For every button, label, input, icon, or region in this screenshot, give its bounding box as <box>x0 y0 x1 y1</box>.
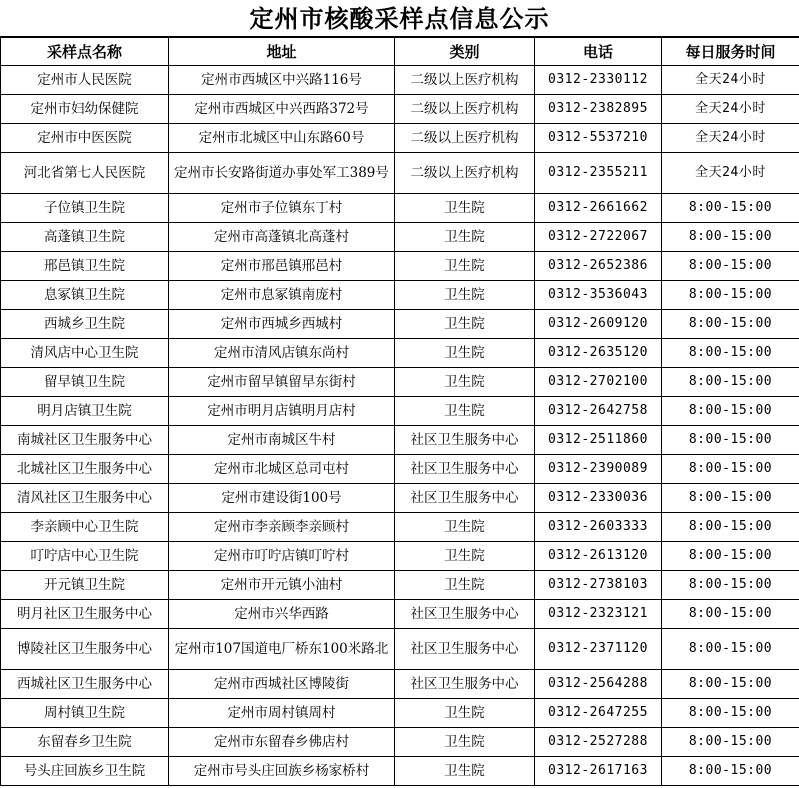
table-row <box>1 728 799 757</box>
table-row <box>1 542 799 571</box>
table-row <box>1 600 799 629</box>
cell-category[interactable]: 二级以上医疗机构 <box>395 124 535 153</box>
table-row <box>1 281 799 310</box>
cell-phone[interactable]: 0312-2738103 <box>535 571 662 600</box>
cell-address[interactable]: 定州市北城区总司屯村 <box>169 455 395 484</box>
cell-address[interactable]: 定州市李亲顾李亲顾村 <box>169 513 395 542</box>
cell-category[interactable]: 卫生院 <box>395 223 535 252</box>
table-row <box>1 484 799 513</box>
cell-address[interactable]: 定州市明月店镇明月店村 <box>169 397 395 426</box>
sampling-sites-table <box>0 37 799 786</box>
cell-hours[interactable]: 8:00-15:00 <box>662 223 799 252</box>
header-row <box>1 38 799 66</box>
cell-hours[interactable]: 8:00-15:00 <box>662 252 799 281</box>
table-row <box>1 513 799 542</box>
cell-phone[interactable]: 0312-2355211 <box>535 153 662 194</box>
cell-phone[interactable]: 0312-2330112 <box>535 66 662 95</box>
cell-address[interactable]: 定州市长安路街道办事处军工389号 <box>169 153 395 194</box>
cell-phone[interactable]: 0312-2371120 <box>535 629 662 670</box>
cell-address[interactable]: 定州市兴华西路 <box>169 600 395 629</box>
cell-site-name[interactable]: 西城社区卫生服务中心 <box>1 670 169 699</box>
table-row <box>1 153 799 194</box>
table-body <box>1 66 799 786</box>
cell-hours[interactable]: 8:00-15:00 <box>662 670 799 699</box>
cell-phone[interactable]: 0312-2564288 <box>535 670 662 699</box>
cell-site-name[interactable]: 定州市中医医院 <box>1 124 169 153</box>
cell-phone[interactable]: 0312-2652386 <box>535 252 662 281</box>
cell-address[interactable]: 定州市东留春乡佛店村 <box>169 728 395 757</box>
cell-address[interactable]: 定州市号头庄回族乡杨家桥村 <box>169 757 395 786</box>
cell-phone[interactable]: 0312-2642758 <box>535 397 662 426</box>
cell-address[interactable]: 定州市西城社区博陵街 <box>169 670 395 699</box>
cell-site-name[interactable]: 西城乡卫生院 <box>1 310 169 339</box>
table-row <box>1 455 799 484</box>
cell-category[interactable]: 卫生院 <box>395 368 535 397</box>
cell-phone[interactable]: 0312-2382895 <box>535 95 662 124</box>
cell-hours[interactable]: 8:00-15:00 <box>662 426 799 455</box>
cell-site-name[interactable]: 清风社区卫生服务中心 <box>1 484 169 513</box>
table-row <box>1 699 799 728</box>
cell-category[interactable]: 卫生院 <box>395 310 535 339</box>
cell-site-name[interactable]: 周村镇卫生院 <box>1 699 169 728</box>
cell-hours[interactable]: 8:00-15:00 <box>662 542 799 571</box>
cell-site-name[interactable]: 定州市人民医院 <box>1 66 169 95</box>
table-row <box>1 339 799 368</box>
cell-phone[interactable]: 0312-2330036 <box>535 484 662 513</box>
table-row <box>1 629 799 670</box>
cell-site-name[interactable]: 李亲顾中心卫生院 <box>1 513 169 542</box>
cell-site-name[interactable]: 博陵社区卫生服务中心 <box>1 629 169 670</box>
table-row <box>1 757 799 786</box>
cell-category[interactable]: 二级以上医疗机构 <box>395 66 535 95</box>
cell-category[interactable]: 社区卫生服务中心 <box>395 455 535 484</box>
cell-phone[interactable]: 0312-2527288 <box>535 728 662 757</box>
cell-hours[interactable]: 8:00-15:00 <box>662 513 799 542</box>
cell-address[interactable]: 定州市周村镇周村 <box>169 699 395 728</box>
cell-category[interactable]: 卫生院 <box>395 252 535 281</box>
table-row <box>1 252 799 281</box>
header-phone[interactable]: 电话 <box>535 38 662 66</box>
cell-phone[interactable]: 0312-3536043 <box>535 281 662 310</box>
cell-category[interactable]: 社区卫生服务中心 <box>395 629 535 670</box>
cell-phone[interactable]: 0312-2609120 <box>535 310 662 339</box>
cell-address[interactable]: 定州市子位镇东丁村 <box>169 194 395 223</box>
cell-site-name[interactable]: 南城社区卫生服务中心 <box>1 426 169 455</box>
cell-address[interactable]: 定州市叮咛店镇叮咛村 <box>169 542 395 571</box>
cell-category[interactable]: 二级以上医疗机构 <box>395 95 535 124</box>
cell-address[interactable]: 定州市西城区中兴西路372号 <box>169 95 395 124</box>
cell-address[interactable]: 定州市息冢镇南庞村 <box>169 281 395 310</box>
cell-category[interactable]: 卫生院 <box>395 281 535 310</box>
cell-address[interactable]: 定州市建设街100号 <box>169 484 395 513</box>
cell-hours[interactable]: 全天24小时 <box>662 66 799 95</box>
cell-address[interactable]: 定州市西城乡西城村 <box>169 310 395 339</box>
table-row <box>1 670 799 699</box>
cell-address[interactable]: 定州市清风店镇东尚村 <box>169 339 395 368</box>
header-name[interactable]: 采样点名称 <box>1 38 169 66</box>
cell-phone[interactable]: 0312-2613120 <box>535 542 662 571</box>
cell-hours[interactable]: 8:00-15:00 <box>662 699 799 728</box>
cell-category[interactable]: 卫生院 <box>395 757 535 786</box>
cell-category[interactable]: 卫生院 <box>395 513 535 542</box>
cell-address[interactable]: 定州市107国道电厂桥东100米路北 <box>169 629 395 670</box>
cell-phone[interactable]: 0312-2617163 <box>535 757 662 786</box>
table-row <box>1 426 799 455</box>
cell-category[interactable]: 社区卫生服务中心 <box>395 670 535 699</box>
table-row <box>1 124 799 153</box>
cell-category[interactable]: 卫生院 <box>395 542 535 571</box>
cell-hours[interactable]: 8:00-15:00 <box>662 281 799 310</box>
cell-phone[interactable]: 0312-2603333 <box>535 513 662 542</box>
cell-hours[interactable]: 全天24小时 <box>662 153 799 194</box>
cell-address[interactable]: 定州市留早镇留早东街村 <box>169 368 395 397</box>
cell-site-name[interactable]: 明月社区卫生服务中心 <box>1 600 169 629</box>
cell-hours[interactable]: 8:00-15:00 <box>662 368 799 397</box>
header-category[interactable]: 类别 <box>395 38 535 66</box>
cell-hours[interactable]: 8:00-15:00 <box>662 629 799 670</box>
cell-site-name[interactable]: 河北省第七人民医院 <box>1 153 169 194</box>
cell-phone[interactable]: 0312-2511860 <box>535 426 662 455</box>
table-header <box>1 38 799 66</box>
header-hours[interactable]: 每日服务时间 <box>662 38 799 66</box>
cell-site-name[interactable]: 高蓬镇卫生院 <box>1 223 169 252</box>
cell-site-name[interactable]: 留早镇卫生院 <box>1 368 169 397</box>
cell-site-name[interactable]: 子位镇卫生院 <box>1 194 169 223</box>
table-row <box>1 95 799 124</box>
cell-address[interactable]: 定州市开元镇小油村 <box>169 571 395 600</box>
cell-category[interactable]: 社区卫生服务中心 <box>395 600 535 629</box>
header-address[interactable]: 地址 <box>169 38 395 66</box>
cell-category[interactable]: 卫生院 <box>395 728 535 757</box>
cell-category[interactable]: 社区卫生服务中心 <box>395 484 535 513</box>
cell-site-name[interactable]: 息冢镇卫生院 <box>1 281 169 310</box>
cell-phone[interactable]: 0312-5537210 <box>535 124 662 153</box>
cell-address[interactable]: 定州市北城区中山东路60号 <box>169 124 395 153</box>
cell-site-name[interactable]: 邢邑镇卫生院 <box>1 252 169 281</box>
cell-hours[interactable]: 8:00-15:00 <box>662 757 799 786</box>
cell-phone[interactable]: 0312-2635120 <box>535 339 662 368</box>
cell-phone[interactable]: 0312-2390089 <box>535 455 662 484</box>
cell-phone[interactable]: 0312-2647255 <box>535 699 662 728</box>
page-title: 定州市核酸采样点信息公示 <box>0 0 799 37</box>
cell-phone[interactable]: 0312-2702100 <box>535 368 662 397</box>
cell-hours[interactable]: 全天24小时 <box>662 95 799 124</box>
cell-phone[interactable]: 0312-2722067 <box>535 223 662 252</box>
cell-hours[interactable]: 8:00-15:00 <box>662 728 799 757</box>
cell-hours[interactable]: 8:00-15:00 <box>662 484 799 513</box>
table-row <box>1 194 799 223</box>
cell-site-name[interactable]: 北城社区卫生服务中心 <box>1 455 169 484</box>
cell-category[interactable]: 卫生院 <box>395 571 535 600</box>
cell-category[interactable]: 二级以上医疗机构 <box>395 153 535 194</box>
cell-category[interactable]: 卫生院 <box>395 194 535 223</box>
cell-hours[interactable]: 全天24小时 <box>662 124 799 153</box>
table-row <box>1 66 799 95</box>
cell-site-name[interactable]: 明月店镇卫生院 <box>1 397 169 426</box>
cell-category[interactable]: 社区卫生服务中心 <box>395 426 535 455</box>
cell-address[interactable]: 定州市西城区中兴路116号 <box>169 66 395 95</box>
cell-category[interactable]: 卫生院 <box>395 397 535 426</box>
cell-site-name[interactable]: 清风店中心卫生院 <box>1 339 169 368</box>
cell-hours[interactable]: 8:00-15:00 <box>662 455 799 484</box>
cell-hours[interactable]: 8:00-15:00 <box>662 571 799 600</box>
cell-site-name[interactable]: 东留春乡卫生院 <box>1 728 169 757</box>
cell-hours[interactable]: 8:00-15:00 <box>662 194 799 223</box>
cell-site-name[interactable]: 号头庄回族乡卫生院 <box>1 757 169 786</box>
table-row <box>1 571 799 600</box>
table-row <box>1 368 799 397</box>
cell-phone[interactable]: 0312-2323121 <box>535 600 662 629</box>
cell-hours[interactable]: 8:00-15:00 <box>662 600 799 629</box>
cell-site-name[interactable]: 定州市妇幼保健院 <box>1 95 169 124</box>
cell-category[interactable]: 卫生院 <box>395 699 535 728</box>
cell-hours[interactable]: 8:00-15:00 <box>662 310 799 339</box>
cell-hours[interactable]: 8:00-15:00 <box>662 397 799 426</box>
cell-address[interactable]: 定州市高蓬镇北高蓬村 <box>169 223 395 252</box>
cell-address[interactable]: 定州市邢邑镇邢邑村 <box>169 252 395 281</box>
cell-hours[interactable]: 8:00-15:00 <box>662 339 799 368</box>
cell-site-name[interactable]: 开元镇卫生院 <box>1 571 169 600</box>
cell-phone[interactable]: 0312-2661662 <box>535 194 662 223</box>
cell-site-name[interactable]: 叮咛店中心卫生院 <box>1 542 169 571</box>
cell-address[interactable]: 定州市南城区牛村 <box>169 426 395 455</box>
table-row <box>1 310 799 339</box>
cell-category[interactable]: 卫生院 <box>395 339 535 368</box>
table-row <box>1 397 799 426</box>
table-row <box>1 223 799 252</box>
